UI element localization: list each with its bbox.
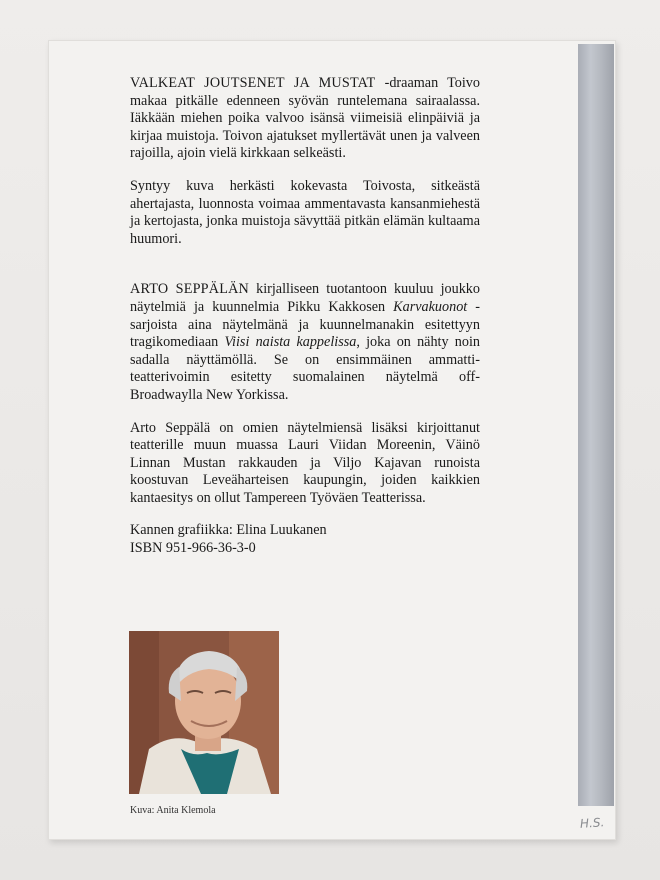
author-photo [129, 631, 279, 794]
photo-caption: Kuva: Anita Klemola [130, 805, 216, 816]
play-title-caps: VALKEAT JOUTSENET JA MUSTAT [130, 75, 376, 91]
back-cover-text [130, 75, 480, 558]
author-1-text-c: , joka on nähty noin sadalla näyttämöllä. Se on ensimmäinen ammattiteatterivoimin esitetty suomalainen näytelmä off-Broadwaylla New Yorkissa. [130, 334, 481, 403]
pencil-note: H.S. [579, 815, 605, 831]
author-1-text-b: -sarjoista aina näytelmänä ja kuunnelmanakin esitettyyn tragikomediaan [130, 298, 480, 351]
author-paragraph-1 [130, 281, 480, 404]
isbn: ISBN 951-966-36-3-0 [130, 540, 256, 557]
blurb-paragraph-1 [130, 75, 480, 163]
work-title-viisi-naista: Viisi naista kappelissa [224, 334, 357, 351]
author-name-caps: ARTO SEPPÄLÄN [130, 281, 249, 298]
author-paragraph-2: Arto Seppälä on omien näytelmiensä lisäksi kirjoittanut teatterille muun muassa Lauri Viidan Moreenin, Väinö Linnan Mustan rakkauden ja Viljo Kajavan runoista koostuvan Leveäharteisen kaupungin, joiden kaikkien kantaesitys on ollut Tampereen Työväen Teatterissa. [130, 419, 480, 506]
author-1-text-a: kirjalliseen tuotantoon kuuluu joukko näytelmiä ja kuunnelmia Pikku Kakkosen [130, 281, 480, 315]
work-title-karvakuonot: Karvakuonot [393, 298, 468, 315]
author-portrait-illustration [129, 631, 279, 794]
blurb-paragraph-2: Syntyy kuva herkästi kokevasta Toivosta, sitkeästä ahertajasta, luonnosta voimaa ammentavasta kansanmiehestä ja kertojasta, jonka muistoja sävyttää pitkän elämän kultaama huumori. [130, 177, 480, 247]
credits [130, 522, 480, 557]
cover-art-credit: Kannen grafiikka: Elina Luukanen [130, 522, 327, 539]
spine-strip [578, 44, 614, 806]
blurb-1-text: -draaman Toivo makaa pitkälle edenneen syövän runtelemana sairaalassa. Iäkkään miehen poika valvoo isänsä viimeisiä elinpäiviä ja kirjaa muistoja. Toivon ajatukset myllertävät unen ja valveen rajoilla, ajoin vielä kirkkaan selkeästi. [130, 75, 480, 162]
